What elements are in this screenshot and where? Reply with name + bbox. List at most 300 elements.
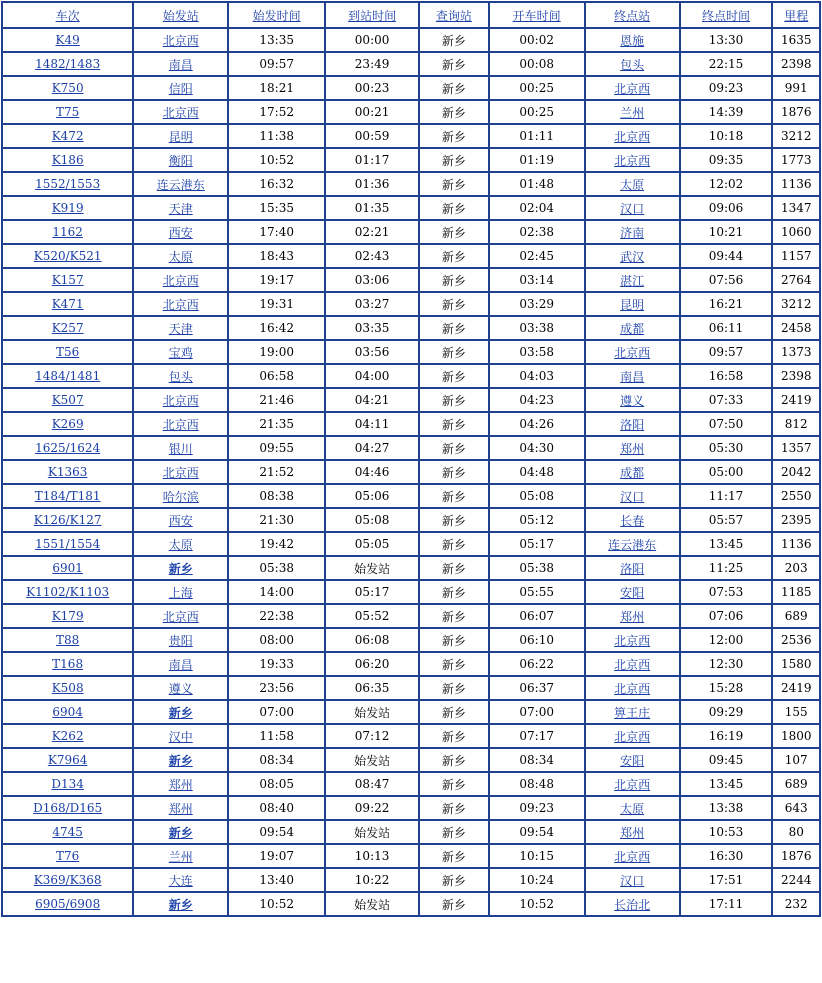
terminal-time-cell: 16:30 <box>680 844 773 868</box>
terminal-time-cell: 13:45 <box>680 532 773 556</box>
departure-time-cell: 00:25 <box>489 76 585 100</box>
query-station-cell: 新乡 <box>419 220 489 244</box>
query-station-cell: 新乡 <box>419 868 489 892</box>
departure-time-cell: 05:12 <box>489 508 585 532</box>
terminal-station-link[interactable]: 郑州 <box>620 825 645 840</box>
origin-station-link[interactable]: 郑州 <box>168 801 193 816</box>
origin-station-link[interactable]: 新乡 <box>168 561 193 576</box>
table-row <box>2 796 820 820</box>
terminal-station-link[interactable]: 太原 <box>620 177 645 192</box>
terminal-station-link[interactable]: 连云港东 <box>608 537 657 552</box>
origin-time-cell: 16:32 <box>228 172 325 196</box>
train-number-link[interactable]: 6901 <box>52 561 83 575</box>
arrival-time-cell: 始发站 <box>325 556 419 580</box>
departure-time-cell: 05:08 <box>489 484 585 508</box>
origin-station-link[interactable]: 新乡 <box>168 825 193 840</box>
terminal-station-link[interactable]: 北京西 <box>614 81 651 96</box>
terminal-station-link[interactable]: 长春 <box>620 513 645 528</box>
origin-station-cell <box>133 148 228 172</box>
query-station-cell: 新乡 <box>419 892 489 916</box>
terminal-station-link[interactable]: 北京西 <box>614 657 651 672</box>
query-station-cell: 新乡 <box>419 340 489 364</box>
terminal-time-cell: 13:38 <box>680 796 773 820</box>
origin-time-cell: 19:31 <box>228 292 325 316</box>
arrival-time-cell: 始发站 <box>325 892 419 916</box>
train-number-link[interactable]: K507 <box>51 393 84 407</box>
arrival-time-cell: 05:05 <box>325 532 419 556</box>
table-row <box>2 340 820 364</box>
query-station-cell: 新乡 <box>419 700 489 724</box>
arrival-time-cell: 09:22 <box>325 796 419 820</box>
header-departure-time[interactable]: 开车时间 <box>489 2 585 28</box>
table-row <box>2 316 820 340</box>
query-station-cell: 新乡 <box>419 316 489 340</box>
query-station-cell: 新乡 <box>419 580 489 604</box>
train-number-cell <box>2 76 133 100</box>
train-number-link[interactable]: K257 <box>51 321 84 335</box>
origin-time-cell: 19:42 <box>228 532 325 556</box>
table-row <box>2 556 820 580</box>
arrival-time-cell: 23:49 <box>325 52 419 76</box>
terminal-station-link[interactable]: 安阳 <box>620 585 645 600</box>
train-number-link[interactable]: T56 <box>56 345 80 359</box>
departure-time-cell: 00:08 <box>489 52 585 76</box>
distance-cell: 2764 <box>772 268 820 292</box>
table-row <box>2 652 820 676</box>
arrival-time-cell: 00:21 <box>325 100 419 124</box>
table-row <box>2 148 820 172</box>
terminal-station-link[interactable]: 遵义 <box>620 393 645 408</box>
origin-station-link[interactable]: 新乡 <box>168 753 193 768</box>
origin-station-link[interactable]: 衡阳 <box>168 153 193 168</box>
query-station-cell: 新乡 <box>419 52 489 76</box>
origin-station-link[interactable]: 北京西 <box>162 33 199 48</box>
terminal-station-cell <box>585 100 680 124</box>
header-train-number[interactable]: 车次 <box>2 2 133 28</box>
origin-station-link[interactable]: 西安 <box>168 513 193 528</box>
table-row <box>2 100 820 124</box>
origin-station-link[interactable]: 新乡 <box>168 705 193 720</box>
origin-station-link[interactable]: 西安 <box>168 225 193 240</box>
terminal-station-cell <box>585 628 680 652</box>
query-station-cell: 新乡 <box>419 364 489 388</box>
query-station-cell: 新乡 <box>419 268 489 292</box>
terminal-time-cell: 05:30 <box>680 436 773 460</box>
terminal-station-link[interactable]: 汉口 <box>620 201 645 216</box>
origin-time-cell: 09:55 <box>228 436 325 460</box>
terminal-time-cell: 17:51 <box>680 868 773 892</box>
terminal-station-cell <box>585 532 680 556</box>
departure-time-cell: 04:30 <box>489 436 585 460</box>
query-station-cell: 新乡 <box>419 556 489 580</box>
terminal-time-cell: 12:30 <box>680 652 773 676</box>
query-station-cell: 新乡 <box>419 772 489 796</box>
train-number-link[interactable]: 1482/1483 <box>35 57 101 71</box>
train-number-link[interactable]: T168 <box>52 657 84 671</box>
origin-station-link[interactable]: 郑州 <box>168 777 193 792</box>
train-number-cell <box>2 628 133 652</box>
distance-cell: 1357 <box>772 436 820 460</box>
query-station-cell: 新乡 <box>419 460 489 484</box>
table-row <box>2 580 820 604</box>
arrival-time-cell: 05:52 <box>325 604 419 628</box>
terminal-station-link[interactable]: 北京西 <box>614 345 651 360</box>
terminal-time-cell: 05:00 <box>680 460 773 484</box>
terminal-station-link[interactable]: 武汉 <box>620 249 645 264</box>
terminal-station-link[interactable]: 北京西 <box>614 153 651 168</box>
terminal-station-link[interactable]: 北京西 <box>614 681 651 696</box>
origin-station-link[interactable]: 上海 <box>168 585 193 600</box>
arrival-time-cell: 始发站 <box>325 820 419 844</box>
header-arrival-time[interactable]: 到站时间 <box>325 2 419 28</box>
query-station-cell: 新乡 <box>419 484 489 508</box>
departure-time-cell: 06:10 <box>489 628 585 652</box>
departure-time-cell: 08:48 <box>489 772 585 796</box>
terminal-station-cell <box>585 508 680 532</box>
timetable-body <box>2 28 820 916</box>
table-row <box>2 604 820 628</box>
terminal-station-link[interactable]: 济南 <box>620 225 645 240</box>
origin-station-link[interactable]: 北京西 <box>162 105 199 120</box>
origin-time-cell: 21:30 <box>228 508 325 532</box>
train-number-link[interactable]: T75 <box>56 105 80 119</box>
terminal-time-cell: 11:17 <box>680 484 773 508</box>
terminal-station-cell <box>585 364 680 388</box>
terminal-station-link[interactable]: 成都 <box>620 321 645 336</box>
query-station-cell: 新乡 <box>419 436 489 460</box>
distance-cell: 1060 <box>772 220 820 244</box>
train-number-cell <box>2 532 133 556</box>
query-station-cell: 新乡 <box>419 412 489 436</box>
origin-time-cell: 13:40 <box>228 868 325 892</box>
terminal-station-link[interactable]: 太原 <box>620 801 645 816</box>
origin-station-link[interactable]: 南昌 <box>168 57 193 72</box>
train-number-link[interactable]: 1162 <box>52 225 83 239</box>
distance-cell: 2458 <box>772 316 820 340</box>
train-number-link[interactable]: K7964 <box>47 753 88 767</box>
terminal-station-cell <box>585 28 680 52</box>
origin-station-cell <box>133 412 228 436</box>
train-number-cell <box>2 844 133 868</box>
train-number-link[interactable]: K126/K127 <box>33 513 102 527</box>
train-number-link[interactable]: 4745 <box>52 825 83 839</box>
departure-time-cell: 01:48 <box>489 172 585 196</box>
terminal-time-cell: 07:06 <box>680 604 773 628</box>
origin-station-link[interactable]: 兰州 <box>168 849 193 864</box>
terminal-station-link[interactable]: 兰州 <box>620 105 645 120</box>
terminal-time-cell: 09:44 <box>680 244 773 268</box>
train-number-link[interactable]: K508 <box>51 681 84 695</box>
terminal-station-link[interactable]: 昆明 <box>620 297 645 312</box>
terminal-time-cell: 16:21 <box>680 292 773 316</box>
origin-time-cell: 08:00 <box>228 628 325 652</box>
terminal-station-cell <box>585 676 680 700</box>
train-number-link[interactable]: 1625/1624 <box>35 441 101 455</box>
distance-cell: 155 <box>772 700 820 724</box>
origin-station-cell <box>133 748 228 772</box>
origin-station-link[interactable]: 汉中 <box>168 729 193 744</box>
train-number-cell <box>2 244 133 268</box>
terminal-station-link[interactable]: 南昌 <box>620 369 645 384</box>
origin-station-cell <box>133 388 228 412</box>
train-number-link[interactable]: T76 <box>56 849 80 863</box>
origin-time-cell: 19:00 <box>228 340 325 364</box>
table-row <box>2 700 820 724</box>
terminal-station-link[interactable]: 洛阳 <box>620 561 645 576</box>
origin-time-cell: 14:00 <box>228 580 325 604</box>
train-number-cell <box>2 484 133 508</box>
departure-time-cell: 05:55 <box>489 580 585 604</box>
train-number-link[interactable]: K262 <box>51 729 84 743</box>
arrival-time-cell: 06:35 <box>325 676 419 700</box>
distance-cell: 689 <box>772 772 820 796</box>
origin-station-link[interactable]: 宝鸡 <box>168 345 193 360</box>
train-number-link[interactable]: K750 <box>51 81 84 95</box>
distance-cell: 643 <box>772 796 820 820</box>
origin-station-cell <box>133 460 228 484</box>
origin-station-cell <box>133 292 228 316</box>
terminal-station-link[interactable]: 北京西 <box>614 129 651 144</box>
distance-cell: 2536 <box>772 628 820 652</box>
header-origin-time[interactable]: 始发时间 <box>228 2 325 28</box>
origin-station-link[interactable]: 新乡 <box>168 897 193 912</box>
train-timetable <box>1 1 821 917</box>
train-number-link[interactable]: K186 <box>51 153 84 167</box>
table-row <box>2 436 820 460</box>
origin-station-link[interactable]: 天津 <box>168 321 193 336</box>
origin-station-link[interactable]: 包头 <box>168 369 193 384</box>
terminal-station-link[interactable]: 北京西 <box>614 777 651 792</box>
terminal-station-cell <box>585 172 680 196</box>
origin-station-link[interactable]: 银川 <box>168 441 193 456</box>
train-number-link[interactable]: K369/K368 <box>33 873 102 887</box>
origin-station-link[interactable]: 信阳 <box>168 81 193 96</box>
table-row <box>2 676 820 700</box>
origin-time-cell: 17:52 <box>228 100 325 124</box>
origin-station-cell <box>133 604 228 628</box>
terminal-station-cell <box>585 652 680 676</box>
train-number-cell <box>2 580 133 604</box>
terminal-station-cell <box>585 484 680 508</box>
arrival-time-cell: 01:36 <box>325 172 419 196</box>
train-number-cell <box>2 316 133 340</box>
train-number-link[interactable]: K269 <box>51 417 84 431</box>
header-terminal-time[interactable]: 终点时间 <box>680 2 773 28</box>
train-number-link[interactable]: K179 <box>51 609 84 623</box>
arrival-time-cell: 08:47 <box>325 772 419 796</box>
terminal-time-cell: 07:50 <box>680 412 773 436</box>
distance-cell: 1876 <box>772 844 820 868</box>
origin-station-link[interactable]: 连云港东 <box>156 177 205 192</box>
train-number-cell <box>2 868 133 892</box>
origin-time-cell: 10:52 <box>228 892 325 916</box>
query-station-cell: 新乡 <box>419 244 489 268</box>
train-number-link[interactable]: T184/T181 <box>34 489 101 503</box>
origin-station-cell <box>133 628 228 652</box>
departure-time-cell: 06:37 <box>489 676 585 700</box>
distance-cell: 2419 <box>772 676 820 700</box>
header-origin-station[interactable]: 始发站 <box>133 2 228 28</box>
distance-cell: 1185 <box>772 580 820 604</box>
train-number-link[interactable]: 1484/1481 <box>35 369 101 383</box>
origin-station-link[interactable]: 南昌 <box>168 657 193 672</box>
origin-station-cell <box>133 484 228 508</box>
terminal-station-link[interactable]: 汉口 <box>620 873 645 888</box>
origin-station-link[interactable]: 北京西 <box>162 297 199 312</box>
terminal-station-link[interactable]: 北京西 <box>614 633 651 648</box>
terminal-station-cell <box>585 292 680 316</box>
train-number-link[interactable]: K520/K521 <box>33 249 102 263</box>
terminal-station-link[interactable]: 包头 <box>620 57 645 72</box>
table-row <box>2 724 820 748</box>
origin-time-cell: 21:35 <box>228 412 325 436</box>
terminal-station-link[interactable]: 郑州 <box>620 441 645 456</box>
terminal-station-link[interactable]: 北京西 <box>614 849 651 864</box>
origin-station-link[interactable]: 天津 <box>168 201 193 216</box>
train-number-link[interactable]: K471 <box>51 297 84 311</box>
origin-station-cell <box>133 580 228 604</box>
query-station-cell: 新乡 <box>419 724 489 748</box>
arrival-time-cell: 05:06 <box>325 484 419 508</box>
train-number-link[interactable]: K1102/K1103 <box>26 585 110 599</box>
train-number-cell <box>2 100 133 124</box>
train-number-link[interactable]: K157 <box>51 273 84 287</box>
origin-station-link[interactable]: 昆明 <box>168 129 193 144</box>
terminal-station-cell <box>585 268 680 292</box>
train-number-cell <box>2 724 133 748</box>
train-number-cell <box>2 892 133 916</box>
terminal-station-link[interactable]: 北京西 <box>614 729 651 744</box>
origin-station-link[interactable]: 北京西 <box>162 393 199 408</box>
terminal-station-cell <box>585 748 680 772</box>
origin-time-cell: 11:58 <box>228 724 325 748</box>
header-query-station[interactable]: 查询站 <box>419 2 489 28</box>
distance-cell: 2244 <box>772 868 820 892</box>
terminal-station-link[interactable]: 郑州 <box>620 609 645 624</box>
origin-station-link[interactable]: 太原 <box>168 249 193 264</box>
arrival-time-cell: 01:17 <box>325 148 419 172</box>
origin-time-cell: 19:33 <box>228 652 325 676</box>
departure-time-cell: 05:17 <box>489 532 585 556</box>
origin-station-link[interactable]: 遵义 <box>168 681 193 696</box>
origin-station-link[interactable]: 太原 <box>168 537 193 552</box>
arrival-time-cell: 06:08 <box>325 628 419 652</box>
train-number-link[interactable]: 6905/6908 <box>35 897 101 911</box>
train-number-cell <box>2 676 133 700</box>
train-number-link[interactable]: 6904 <box>52 705 83 719</box>
terminal-station-link[interactable]: 恩施 <box>620 33 645 48</box>
departure-time-cell: 07:17 <box>489 724 585 748</box>
terminal-station-cell <box>585 772 680 796</box>
distance-cell: 1373 <box>772 340 820 364</box>
departure-time-cell: 01:19 <box>489 148 585 172</box>
train-number-link[interactable]: K1363 <box>47 465 88 479</box>
table-row <box>2 412 820 436</box>
train-number-cell <box>2 508 133 532</box>
train-number-link[interactable]: D134 <box>51 777 84 791</box>
train-number-cell <box>2 820 133 844</box>
origin-station-cell <box>133 772 228 796</box>
train-number-link[interactable]: 1551/1554 <box>35 537 101 551</box>
origin-time-cell: 17:40 <box>228 220 325 244</box>
distance-cell: 1157 <box>772 244 820 268</box>
terminal-station-link[interactable]: 安阳 <box>620 753 645 768</box>
terminal-time-cell: 13:30 <box>680 28 773 52</box>
terminal-station-link[interactable]: 长治北 <box>614 897 651 912</box>
header-terminal-station[interactable]: 终点站 <box>585 2 680 28</box>
departure-time-cell: 00:25 <box>489 100 585 124</box>
train-number-link[interactable]: K472 <box>51 129 84 143</box>
train-number-link[interactable]: T88 <box>56 633 80 647</box>
departure-time-cell: 06:07 <box>489 604 585 628</box>
terminal-station-link[interactable]: 汉口 <box>620 489 645 504</box>
terminal-station-cell <box>585 76 680 100</box>
terminal-time-cell: 12:02 <box>680 172 773 196</box>
departure-time-cell: 07:00 <box>489 700 585 724</box>
table-row <box>2 460 820 484</box>
table-row <box>2 844 820 868</box>
departure-time-cell: 10:24 <box>489 868 585 892</box>
arrival-time-cell: 01:35 <box>325 196 419 220</box>
origin-station-cell <box>133 220 228 244</box>
departure-time-cell: 10:15 <box>489 844 585 868</box>
terminal-station-link[interactable]: 成都 <box>620 465 645 480</box>
origin-station-link[interactable]: 北京西 <box>162 273 199 288</box>
train-number-link[interactable]: 1552/1553 <box>35 177 101 191</box>
train-number-cell <box>2 412 133 436</box>
origin-station-link[interactable]: 大连 <box>168 873 193 888</box>
terminal-time-cell: 07:56 <box>680 268 773 292</box>
arrival-time-cell: 05:08 <box>325 508 419 532</box>
origin-station-link[interactable]: 哈尔滨 <box>162 489 199 504</box>
origin-station-link[interactable]: 贵阳 <box>168 633 193 648</box>
train-number-cell <box>2 220 133 244</box>
header-distance[interactable]: 里程 <box>772 2 820 28</box>
query-station-cell: 新乡 <box>419 532 489 556</box>
terminal-station-link[interactable]: 湛江 <box>620 273 645 288</box>
origin-station-cell <box>133 820 228 844</box>
table-row <box>2 28 820 52</box>
arrival-time-cell: 07:12 <box>325 724 419 748</box>
table-row <box>2 196 820 220</box>
train-number-link[interactable]: K49 <box>55 33 80 47</box>
train-number-link[interactable]: K919 <box>51 201 84 215</box>
origin-station-cell <box>133 28 228 52</box>
terminal-station-cell <box>585 820 680 844</box>
terminal-station-cell <box>585 220 680 244</box>
train-number-cell <box>2 340 133 364</box>
train-number-cell <box>2 748 133 772</box>
distance-cell: 2395 <box>772 508 820 532</box>
origin-station-cell <box>133 100 228 124</box>
train-number-link[interactable]: D168/D165 <box>33 801 103 815</box>
distance-cell: 1800 <box>772 724 820 748</box>
terminal-time-cell: 10:18 <box>680 124 773 148</box>
terminal-time-cell: 09:45 <box>680 748 773 772</box>
terminal-time-cell: 05:57 <box>680 508 773 532</box>
origin-station-cell <box>133 676 228 700</box>
terminal-station-link[interactable]: 箅王庄 <box>614 705 651 720</box>
origin-station-link[interactable]: 北京西 <box>162 417 199 432</box>
origin-station-link[interactable]: 北京西 <box>162 609 199 624</box>
header-row <box>2 2 820 28</box>
origin-station-link[interactable]: 北京西 <box>162 465 199 480</box>
train-number-cell <box>2 52 133 76</box>
distance-cell: 3212 <box>772 292 820 316</box>
terminal-station-cell <box>585 436 680 460</box>
origin-time-cell: 08:34 <box>228 748 325 772</box>
terminal-station-link[interactable]: 洛阳 <box>620 417 645 432</box>
